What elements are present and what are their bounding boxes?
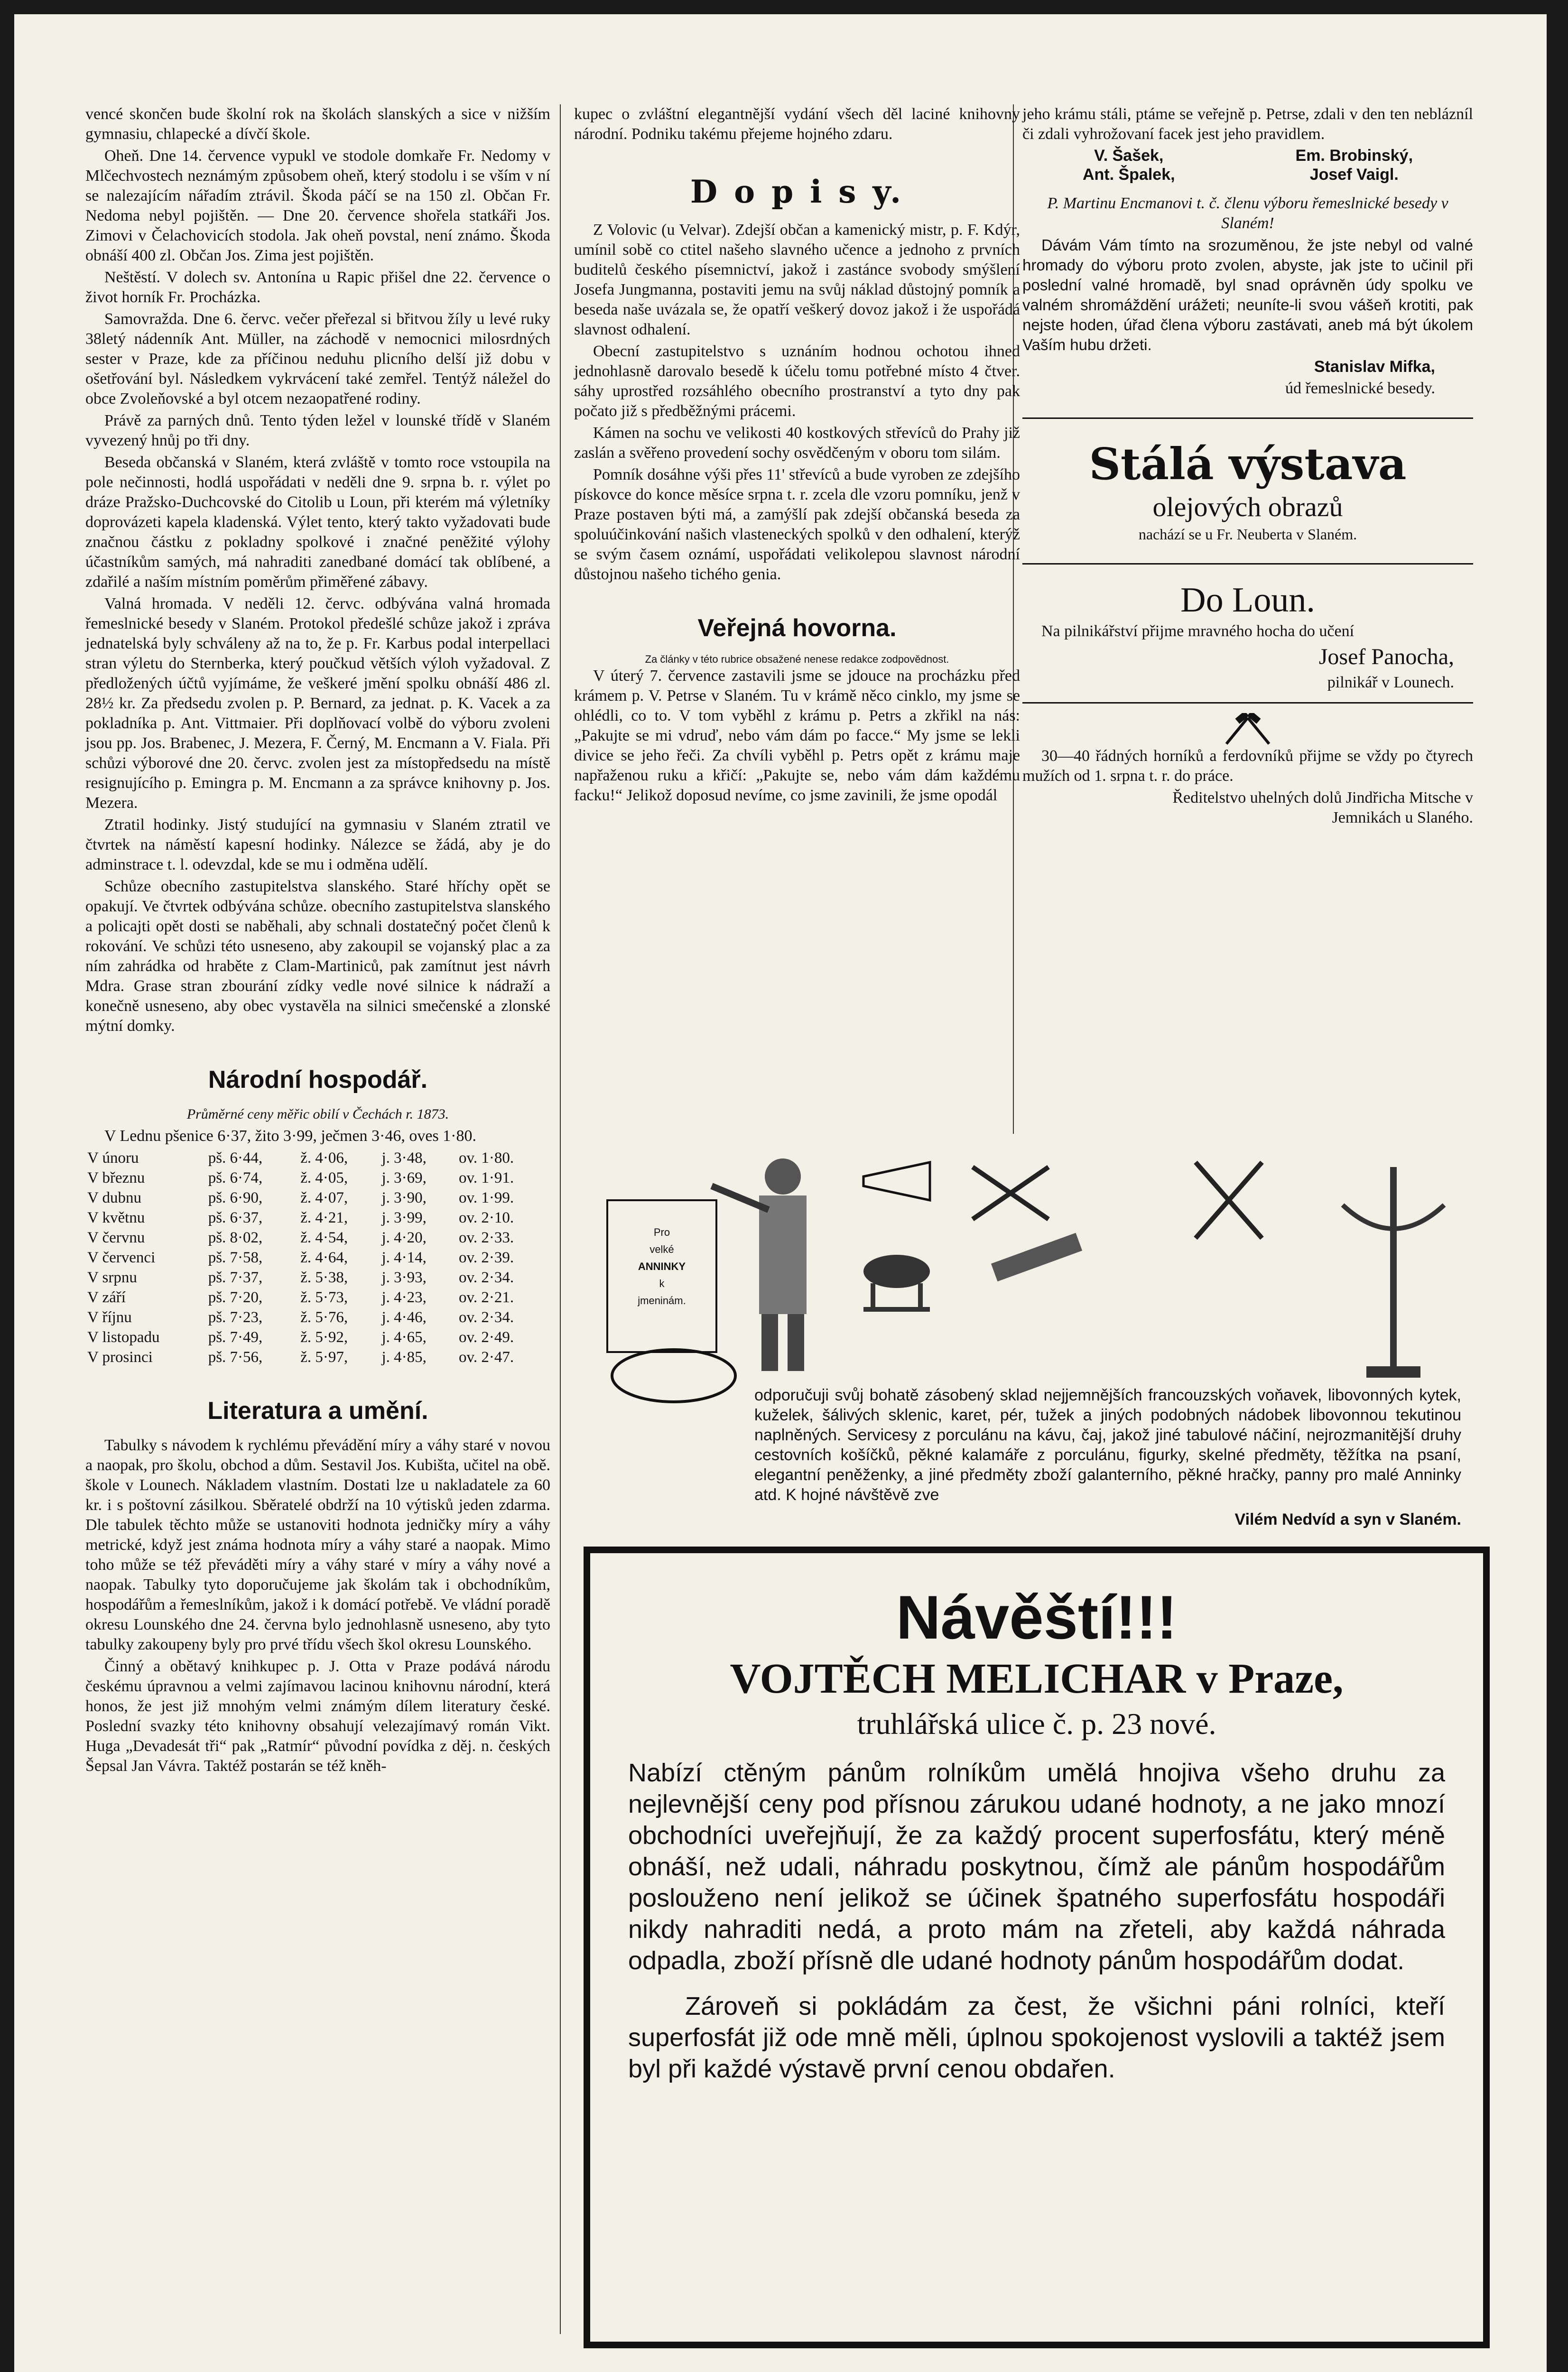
article-suicide: Samovražda. Dne 6. červc. večer přeřezal si břitvou žíly u levé ruky 38letý nádenník Ant. Müller, na záchodě v nemocnici milosrdných sester v Praze, kde za příčinou neduhu plicního delší již dobu v ošetřování byl. Následkem vykrvácení také zemřel. Tentýž náležel do obce Zvoleňovské a byl otcem nezaopatřené rodiny. <box>85 310 550 408</box>
table-row: V červnu pš. 8·02, ž. 4·54, j. 4·20, ov. 2·33. <box>87 1229 514 1246</box>
signatures: V. Šašek, Ant. Špalek, Em. Brobinský, Josef Vaigl. <box>1082 147 1413 184</box>
article-tables: Tabulky s návodem k rychlému převádění míry a váhy staré v novou a naopak, pro školu, obchod a dům. Sestavil Jos. Kubišta, učitel na obě. škole v Lounech. Nákladem vlastním. Dostati lze u nakladatele za 60 kr. i s poštovní zásilkou. Sběratelé obdrží na 10 výtisků jeden zdarma. Dle tabulek těchto může se ustanoviti hodnota jedničky míry a váhy metrické, když jest známa hodnota míry a váhy staré a naopak. Mimo toho může se též převáděti míry a váhy staré v míry a váhy nové a naopak. Tabulky tyto doporučujeme jak školám tak i obchodníkům, hospodářům a řemeslníkům, jakož i k domácí potřebě. Ve vládní poradě okresu Lounského dne 24. června bylo jednohlasně usneseno, aby tyto tabulky zakoupeny byly pro prvé třídu všech škol okresu Lounského. <box>85 1436 550 1653</box>
column-3 <box>1022 104 1473 1195</box>
banner-text: Pro velké ANNINKY k jmeninám. <box>638 1226 686 1306</box>
table-row: V říjnu pš. 7·23, ž. 5·76, j. 4·46, ov. 2·34. <box>87 1309 514 1326</box>
ad-miners: 30—40 řádných horníků a ferdovníků přijme se vždy po čtyrech mužích od 1. srpna t. r. do práce. Ředitelstvo uhelných dolů Jindřicha Mitsche v Jemnikách u Slaného. <box>1022 702 1473 828</box>
article-assembly: Valná hromada. V neděli 12. červc. odbývána valná hromada řemeslnické besedy v Slaném. Protokol předešlé schůze jakož i zpráva jednatelská byly schváleny až na to, že p. Fr. Karbus podal interpellaci stran výletu do Sternberka, který poučkud větších výloh vyžadoval. Z předložených účtů vyjímáme, že veškeré jmění spolku obnáší 486 zl. 28½ kr. Za předsedu zvolen p. P. Bernard, za jednat. p. K. Vacek a za pokladníka p. Ant. Vittmaier. Při doplňovací volbě do výboru zvoleni jsou pp. Jos. Brabenec, J. Mezera, F. Černý, M. Encmann a V. Fiala. Při schůzi výborové dne 20. červc. zvolen jest za místopředsedu na místě resignujícího p. Emingra p. M. Encmann a za správce knihovny p. Jos. Mezera. <box>85 595 550 812</box>
trumpet-icon <box>863 1162 930 1200</box>
table-row: V srpnu pš. 7·37, ž. 5·38, j. 3·93, ov. 2·34. <box>87 1269 514 1286</box>
notice-title: Návěští!!! <box>896 1583 1178 1652</box>
toy-horse-icon <box>863 1255 930 1312</box>
ad-fertilizer-notice <box>584 1547 1490 2348</box>
open-letter-address: P. Martinu Encmanovi t. č. členu výboru řemeslnické besedy v Slaném! <box>1047 195 1448 232</box>
article-accident: Neštěstí. V dolech sv. Antonína u Rapic přišel dne 22. července o život horník Fr. Procházka. <box>85 269 550 306</box>
table-row: V prosinci pš. 7·56, ž. 5·97, j. 4·85, ov. 2·47. <box>87 1349 514 1366</box>
table-row: V únoru pš. 6·44, ž. 4·06, j. 3·48, ov. 1·80. <box>87 1149 514 1167</box>
economy-january: V Lednu pšenice 6·37, žito 3·99, ječmen 3·46, oves 1·80. <box>104 1127 477 1145</box>
table-row: V květnu pš. 6·37, ž. 4·21, j. 3·99, ov. 2·10. <box>87 1209 514 1226</box>
heading-dopisy: D o p i s y. <box>690 173 904 210</box>
hovorna-continuation: jeho krámu stáli, ptáme se veřejně p. Petrse, zdali v den ten neblázníl či zdali vyhrožovaní facek jest jeho pravidlem. <box>1022 105 1473 143</box>
letter-volovice: Z Volovic (u Velvar). Zdejší občan a kamenický mistr, p. F. Kdýr, umínil sobě co ctitel našeho slavného učence a jednoho z prvních buditelů českého písemnictví, jakož i zastánce svobody smýšlení Josefa Jungmanna, postaviti jemu na svůj náklad důstojný pomník a beseda naše uvázala se, že opatří veškerý dovoz jakož i že uspořádá slavnost odhalení. <box>574 221 1020 338</box>
letter-monument: Pomník dosáhne výši přes 11' střevíců a bude vyroben ze zdejšího pískovce do konce měsíce srpna t. r. zcela dle vzoru pomníku, jenž v Praze postaven býti má, a zamýšlí pak zdejší občanská beseda za spoluúčinkování našich vlasteneckých spolků v den odhalení, kterýž se svým časem oznámí, uspořádati velikolepou slavnost národní důstojnou našeho tichého genia. <box>574 466 1020 583</box>
heading-hovorna: Veřejná hovorna. <box>697 614 897 642</box>
article-council: Schůze obecního zastupitelstva slanského. Staré hříchy opět se opakují. Ve čtvrtek odbývána schůze. obecního zastupitelstva slanského a policajti opět dosti se naběhali, aby schnali dostatečný počet členů k rokování. Ve schůzi této usneseno, aby zakoupil se vojanský plac a za ním zahrádka od hraběte z Clam-Martiniců, pak zamítnut jest návrh Mdra. Grase stran zbourání zídky vedle nové silnice k nádraží a konečně usneseno, aby obec vystavěla na silnici smečenské a zlonské mýtní domky. <box>85 878 550 1035</box>
article-watch: Ztratil hodinky. Jistý studující na gymnasiu v Slaném ztratil ve čtvrtek na náměstí kapesní hodinky. Nálezce se žádá, aby je do adminstrace t. l. odevzdal, kde se mu i odměna udělí. <box>85 816 550 873</box>
table-row: V březnu pš. 6·74, ž. 4·05, j. 3·69, ov. 1·91. <box>87 1169 514 1186</box>
brush-icon <box>991 1233 1082 1282</box>
candelabra-icon <box>1343 1167 1444 1378</box>
table-row: V září pš. 7·20, ž. 5·73, j. 4·23, ov. 2·21. <box>87 1289 514 1306</box>
notice-body-1: Nabízí ctěným pánům rolníkům umělá hnojiva všeho druhu za nejlevnější ceny pod přísnou zárukou udané hodnoty, a ne jako mnozí obchodníci uveřejňují, že za každý procent superfosfátu, který méně obnáší, než udali, náhradu poskytnou, čímž ale pánům hospodářům poslouženo není jelikož se účinek špatného superfosfátu hospodáři nikdy nahraditi nedá, a proto mám na zřeteli, aby každá náhrada odpadla, zboží přísně dle udané hodnoty pánům hospodářům dodat. <box>628 1759 1445 1975</box>
table-row: V listopadu pš. 7·49, ž. 5·92, j. 4·65, ov. 2·49. <box>87 1329 514 1346</box>
column-rule-1 <box>560 104 561 2334</box>
table-row: V červenci pš. 7·58, ž. 4·64, j. 4·14, ov. 2·39. <box>87 1249 514 1266</box>
crossed-hammers-icon <box>1219 713 1276 746</box>
heading-literature: Literatura a umění. <box>207 1397 428 1425</box>
notice-body-2: Zároveň si pokládám za čest, že všichni páni rolníci, kteří superfosfát již ode mně měli, úplnou spokojenost vyslovili a taktéž jsem byl při každé výstavě první cenou obdařen. <box>628 1992 1445 2083</box>
scissors-icon <box>973 1167 1048 1219</box>
article-continuation: kupec o zvláštní elegantnější vydání všech děl laciné knihovny národní. Podniku takému přejeme hojného zdaru. <box>574 105 1020 143</box>
open-letter-signature-title: úd řemeslnické besedy. <box>1285 380 1435 397</box>
heading-economy: Národní hospodář. <box>208 1066 428 1093</box>
column-2 <box>574 104 1020 1210</box>
article-school: vencé skončen bude školní rok na školách slanských a sice v nižším gymnasiu, chlapecké a dívčí škole. <box>85 105 550 143</box>
economy-subtitle: Průměrné ceny měřic obilí v Čechách r. 1873. <box>186 1106 449 1122</box>
notice-company: VOJTĚCH MELICHAR v Praze, <box>730 1655 1344 1702</box>
article-beseda: Beseda občanská v Slaném, která zvláště v tomto roce vstoupila na pole nečinnosti, hodlá uspořádati v neděli dne 9. srpna b. r. výlet po dráze Pražsko-Duchcovské do Citolib u Loun, při kterém má výletníky doprovázeti kapela kladenská. Výlet tento, který takto vyžadovati bude značnou částku z pokladny spolkové i značné peněžité výlohy účastníkům samých, má nahraditi zanedbané domácí tak oblíbené, a zdařilé a naším místním poměrům přiměřené zábavy. <box>85 454 550 591</box>
letter-council-gift: Obecní zastupitelstvo s uznáním hodnou ochotou ihned jednohlasně darovalo besedě k účelu tomu potřebné místo 4 čtver. sáhy uprostřed rozsáhlého obecního prostranství a tyto dny pak počato již s předběžnými prácemi. <box>574 343 1020 420</box>
gift-shop-text: odporučuji svůj bohatě zásobený sklad nejjemnějších francouzských voňavek, libovonných kytek, kuželek, šálivých sklenic, karet, pér, tužek a jiných podobných nádobek libovonnou tekutinou naplněných. Servicesy z porculánu na kávu, čaj, jakož jiné tabulové náčiní, nejrozmanitější druhy cestovních košíčků, pěkné kalamáře z porculánu, figurky, skelné předměty, těžítka na psaní, elegantní peněženky, a jiné předměty zboží galanterního, pěkné hračky, panny pro malé Anninky atd. K hojné návštěvě zve Vilém Nedvíd a syn v Slaném. <box>754 1386 1461 1529</box>
article-heat: Právě za parných dnů. Tento týden ležel v lounské třídě v Slaném vyvezený hnůj po tři dny. <box>85 412 550 449</box>
open-letter-body: Dávám Vám tímto na srozuměnou, že jste nebyl od valné hromady do výboru proto zvolen, abyste, jak jste to učinil při poslední valné hromadě, byl snad oprávněn údy spolku ve valném shromáždění urážeti; neuníte-li svou vášeň krotiti, pak nejste hoden, úřad člena výboru zastávati, aneb má být úkolem Vaším hubu držeti. <box>1022 236 1473 353</box>
table-row: V dubnu pš. 6·90, ž. 4·07, j. 3·90, ov. 1·99. <box>87 1189 514 1206</box>
jester-icon <box>712 1158 807 1371</box>
article-fire: Oheň. Dne 14. července vypukl ve stodole domkaře Fr. Nedomy v Mlčechvostech neznámým způsobem oheň, který stodolu i se vším v ní se nalezajícím nářadím ztrávil. Škoda páčí se na 150 zl. Občan Fr. Nedoma nebyl pojištěn. — Dne 20. července shořela statkáři Jos. Zimovi v Čelachovicích stodola. Jak oheň povstal, není známo. Škoda obnáší 400 zl. Občan Jos. Zima jest pojištěn. <box>85 147 550 264</box>
ad-exhibition: Stálá výstava olejových obrazů nachází se u Fr. Neuberta v Slaném. <box>1022 417 1473 544</box>
letter-stone: Kámen na sochu ve velikosti 40 kostkových střevíců do Prahy již zaslán a svěřeno provedení sochy osvědčeným v oboru tom silám. <box>574 424 1020 462</box>
shop-illustration <box>598 1148 1494 1414</box>
column-1 <box>85 104 550 2334</box>
hovorna-text: V úterý 7. července zastavili jsme se jdouce na procházku před krámem p. V. Petrse v Slaném. Tu v krámě něco cinklo, my jsme se ohlédli, co to. V tom vyběhl z krámu p. Petrs a zkřikl na nás: „Pakujte se mi vdruď, nebo vám dám po facce.“ My jsme se lekli divice se jeho řeči. Za chvíli vyběhl p. Petrs opět z krámu maje napřaženou ruku a křičí: „Pakujte se, nebo vám dám každému facku!“ Jelikož doposud nevíme, co jsme zavinili, že jsme opodál <box>574 667 1020 804</box>
article-library: Činný a obětavý knihkupec p. J. Otta v Praze podává národu českému úpravnou a velmi zajímavou lacinou knihovnu národní, která honos, že jest již mnohým velmi známým dílem literatury české. Poslední svazky této knihovny obsahují velezajímavý román Vikt. Huga „Devadesát tři“ pak „Ratmír“ původní povídka z děj. n. českých Šepsal Jan Vávra. Taktéž postarán se též kněh- <box>85 1658 550 1775</box>
knife-icon <box>1196 1162 1262 1238</box>
open-letter-signature: Stanislav Mifka, <box>1314 358 1435 376</box>
newspaper-sheet <box>14 14 1547 2372</box>
basket-icon <box>612 1350 735 1402</box>
price-table <box>85 1148 550 1367</box>
ad-apprentice: Do Loun. Na pilnikářství přijme mravného hocha do učení Josef Panocha, pilnikář v Lounech. <box>1022 563 1473 693</box>
hovorna-disclaimer: Za články v této rubrice obsažené nenese redakce zodpovědnost. <box>645 653 949 665</box>
notice-address: truhlářská ulice č. p. 23 nové. <box>857 1707 1216 1741</box>
